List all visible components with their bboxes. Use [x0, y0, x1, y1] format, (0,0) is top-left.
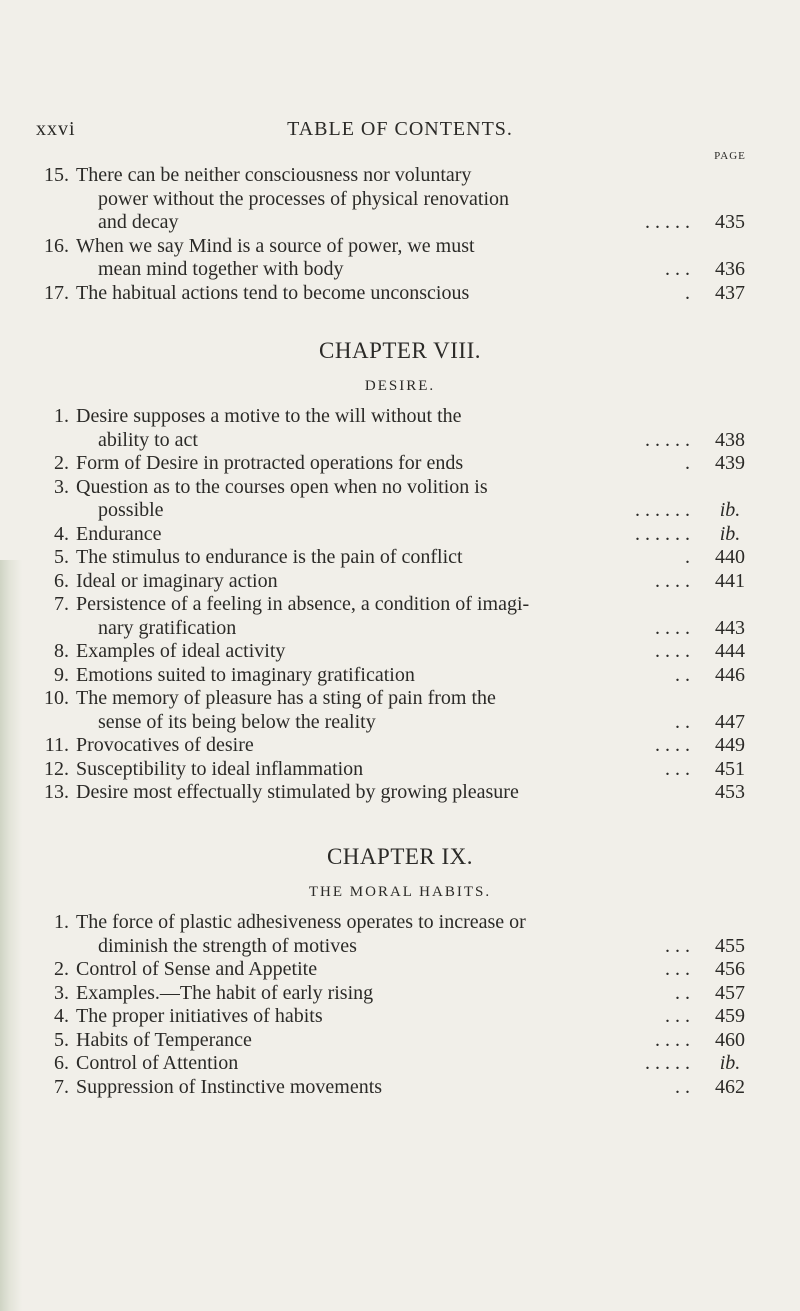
entry-title: ability to act [98, 428, 198, 451]
entry-page-number: 436 [715, 258, 745, 280]
entry-number: 17. [44, 281, 69, 304]
contents-entry [0, 235, 800, 282]
contents-entry [0, 523, 800, 547]
contents-entry [0, 452, 800, 476]
entry-title: Habits of Temperance [76, 1028, 252, 1051]
entry-page-number: 460 [715, 1028, 745, 1051]
entry-page-number: 439 [715, 452, 745, 474]
entry-line [0, 235, 800, 259]
entry-title: diminish the strength of motives [98, 934, 357, 957]
entry-line [0, 546, 800, 570]
entry-number: 5. [54, 546, 69, 568]
dot-leaders: . . . . [655, 569, 690, 592]
entry-number: 16. [44, 234, 69, 257]
entry-title: Endurance [76, 522, 162, 545]
contents-entry [0, 734, 800, 758]
entry-page-number: 435 [715, 211, 745, 233]
entry-page-number: 456 [715, 958, 745, 980]
entry-line [0, 188, 800, 212]
entry-title: Examples of ideal activity [76, 640, 286, 662]
entry-title: Persistence of a feeling in absence, a condition of imagi- [76, 593, 530, 615]
entry-page-number: 437 [715, 281, 745, 304]
entry-page-number: 440 [715, 546, 745, 568]
entry-number: 2. [54, 958, 69, 980]
entry-title: Desire supposes a motive to the will without the [76, 405, 462, 427]
entry-page-number: ib. [719, 522, 741, 545]
dot-leaders: . [685, 281, 690, 304]
entry-number: 8. [54, 640, 69, 662]
entry-line [0, 958, 800, 982]
dot-leaders: . . [675, 1075, 690, 1098]
continuation-entries [0, 164, 800, 305]
entry-page-number: ib. [719, 499, 741, 521]
chapter-8-title: CHAPTER VIII. [319, 338, 481, 363]
entry-line [0, 405, 800, 429]
entry-number: 4. [54, 1005, 69, 1027]
entry-number: 3. [54, 475, 69, 498]
contents-entry [0, 664, 800, 688]
contents-entry [0, 1052, 800, 1076]
entry-line [0, 911, 800, 935]
dot-leaders: . . . [665, 1005, 690, 1027]
dot-leaders: . . . [665, 757, 690, 780]
dot-leaders: . . . . [655, 640, 690, 662]
entry-title: Examples.—The habit of early rising [76, 981, 374, 1004]
entry-title: possible [98, 499, 164, 521]
dot-leaders: . . . . . [645, 1052, 690, 1074]
entry-line [0, 617, 800, 641]
entry-line [0, 570, 800, 594]
entry-line [0, 711, 800, 735]
entry-line [0, 258, 800, 282]
entry-title: The force of plastic adhesiveness operates to increase or [76, 911, 526, 933]
entry-title: sense of its being below the reality [98, 710, 376, 733]
dot-leaders: . . . . . [645, 211, 690, 233]
entry-page-number: 453 [715, 781, 745, 803]
contents-entry [0, 1076, 800, 1100]
entry-page-number: 441 [715, 569, 745, 592]
entry-page-number: 457 [715, 981, 745, 1004]
entry-title: Control of Attention [76, 1052, 239, 1074]
entry-line [0, 734, 800, 758]
entry-page-number: 443 [715, 616, 745, 639]
entry-number: 7. [54, 593, 69, 615]
entry-page-number: 444 [715, 640, 745, 662]
entry-page-number: 459 [715, 1005, 745, 1027]
dot-leaders: . . . . [655, 1028, 690, 1051]
chapter-9-entries [0, 911, 800, 1099]
contents-entry [0, 758, 800, 782]
contents-entry [0, 1029, 800, 1053]
entry-title: When we say Mind is a source of power, we must [76, 234, 475, 257]
entry-line [0, 476, 800, 500]
page-column-label: PAGE [714, 150, 746, 162]
entry-title: Emotions suited to imaginary gratification [76, 663, 415, 686]
dot-leaders: . . . [665, 258, 690, 280]
dot-leaders: . . . . [655, 616, 690, 639]
entry-line [0, 640, 800, 664]
entry-title: Question as to the courses open when no volition is [76, 475, 488, 498]
contents-entry [0, 640, 800, 664]
chapter-9-subtitle: THE MORAL HABITS. [308, 884, 492, 900]
entry-title: Susceptibility to ideal inflammation [76, 757, 364, 780]
contents-entry [0, 687, 800, 734]
entry-line [0, 687, 800, 711]
chapter-8-subtitle: DESIRE. [364, 378, 436, 394]
entry-number: 3. [54, 981, 69, 1004]
running-title: TABLE OF CONTENTS. [287, 118, 513, 140]
entry-title: Provocatives of desire [76, 734, 254, 756]
contents-entry [0, 405, 800, 452]
entry-line [0, 664, 800, 688]
dot-leaders: . . . [665, 934, 690, 957]
entry-line [0, 282, 800, 306]
entry-number: 11. [44, 734, 69, 756]
contents-entry [0, 911, 800, 958]
chapter-8-entries [0, 405, 800, 805]
running-head [0, 118, 800, 144]
contents-entry [0, 1005, 800, 1029]
contents-entry [0, 570, 800, 594]
entry-number: 5. [54, 1028, 69, 1051]
entry-title: The stimulus to endurance is the pain of conflict [76, 546, 463, 568]
dot-leaders: . [685, 546, 690, 568]
entry-line [0, 1005, 800, 1029]
page-folio: xxvi [36, 118, 76, 140]
dot-leaders: . . [675, 663, 690, 686]
entry-title: Ideal or imaginary action [76, 569, 278, 592]
contents-entry [0, 546, 800, 570]
entry-number: 2. [54, 452, 69, 474]
entry-number: 1. [54, 405, 69, 427]
entry-title: Form of Desire in protracted operations for ends [76, 452, 464, 474]
entry-line [0, 1052, 800, 1076]
entry-number: 10. [44, 687, 69, 709]
entry-line [0, 499, 800, 523]
chapter-9-section [0, 841, 800, 1099]
entry-number: 6. [54, 1052, 69, 1074]
entry-number: 12. [44, 757, 69, 780]
contents-entry [0, 282, 800, 306]
contents-entry [0, 982, 800, 1006]
entry-title: The memory of pleasure has a sting of pain from the [76, 687, 496, 709]
entry-number: 4. [54, 522, 69, 545]
entry-number: 6. [54, 569, 69, 592]
entry-number: 15. [44, 164, 69, 186]
entry-line [0, 781, 800, 805]
dot-leaders: . [685, 452, 690, 474]
entry-page-number: 438 [715, 428, 745, 451]
entry-line [0, 593, 800, 617]
entry-title: power without the processes of physical renovation [98, 187, 510, 210]
entry-title: There can be neither consciousness nor voluntary [76, 164, 472, 186]
entry-line [0, 758, 800, 782]
entry-page-number: 449 [715, 734, 745, 756]
contents-entry [0, 781, 800, 805]
entry-page-number: 462 [715, 1075, 745, 1098]
contents-entry [0, 476, 800, 523]
dot-leaders: . . . . . . [635, 499, 690, 521]
entry-title: mean mind together with body [98, 258, 344, 280]
entry-page-number: 455 [715, 934, 745, 957]
entry-title: nary gratification [98, 616, 237, 639]
dot-leaders: . . [675, 710, 690, 733]
dot-leaders: . . . . . [645, 428, 690, 451]
entry-line [0, 1076, 800, 1100]
entry-page-number: 447 [715, 710, 745, 733]
entry-page-number: ib. [719, 1052, 741, 1074]
chapter-8-section [0, 335, 800, 805]
entry-line [0, 211, 800, 235]
entry-line [0, 1029, 800, 1053]
entry-title: Desire most effectually stimulated by growing pleasure [76, 781, 519, 803]
contents-entry [0, 164, 800, 235]
entry-title: Suppression of Instinctive movements [76, 1075, 383, 1098]
entry-page-number: 446 [715, 663, 745, 686]
entry-title: The habitual actions tend to become unconscious [76, 281, 470, 304]
entry-line [0, 164, 800, 188]
entry-number: 1. [54, 911, 69, 933]
entry-title: and decay [98, 211, 179, 233]
dot-leaders: . . [675, 981, 690, 1004]
entry-number: 7. [54, 1075, 69, 1098]
entry-line [0, 452, 800, 476]
entry-title: The proper initiatives of habits [76, 1005, 323, 1027]
dot-leaders: . . . [665, 958, 690, 980]
entry-line [0, 523, 800, 547]
dot-leaders: . . . . . . [635, 522, 690, 545]
entry-page-number: 451 [715, 757, 745, 780]
entry-number: 9. [54, 663, 69, 686]
entry-line [0, 982, 800, 1006]
entry-number: 13. [44, 781, 69, 803]
chapter-9-title: CHAPTER IX. [326, 844, 474, 869]
entry-title: Control of Sense and Appetite [76, 958, 318, 980]
contents-entry [0, 958, 800, 982]
entry-line [0, 429, 800, 453]
dot-leaders: . . . . [655, 734, 690, 756]
contents-entry [0, 593, 800, 640]
entry-line [0, 935, 800, 959]
